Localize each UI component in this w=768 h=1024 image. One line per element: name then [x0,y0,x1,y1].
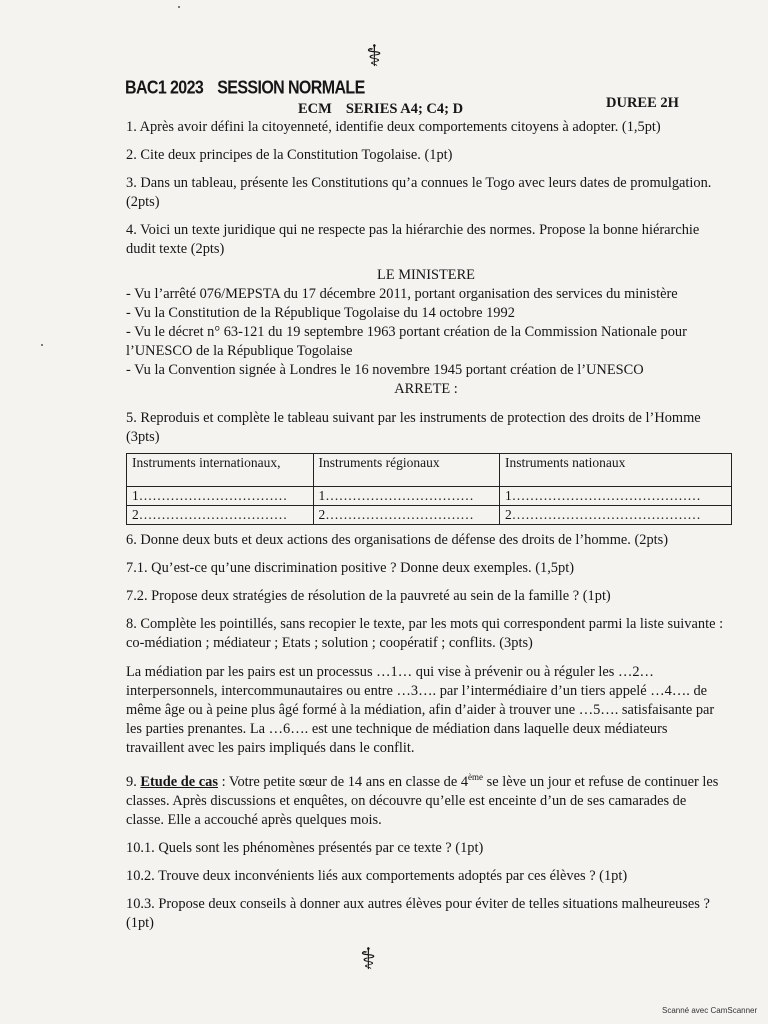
table-cell: 2…………………………… [313,506,500,525]
legal-text-title: LE MINISTERE [377,267,475,283]
subject-label: ECM [298,101,332,117]
question-10-3: 10.3. Propose deux conseils à donner aux autres élèves pour éviter de telles situations malheureuses ? (1pt) [126,895,710,931]
mediation-paragraph: La médiation par les pairs est un processus …1… qui vise à prévenir ou à réguler les …2… interpersonnels, intercommunautaires ou entre …3…. par l’intermédiaire d’un tiers appelé …4…. de même âge ou à peine plus âgé formé à la médiation, afin d’aider à trouver une …5…. satisfaisante par les parties prenantes. La …6…. est une technique de médiation dans laquelle deux médiateurs travaillent avec les pairs impliqués dans le conflit. [126,664,715,756]
table-cell: 1…………………………… [127,487,314,506]
table-row [127,506,732,525]
question-7-2: 7.2. Propose deux stratégies de résolution de la pauvreté au sein de la famille ? (1pt) [126,588,611,604]
table-row [127,487,732,506]
legal-decision: ARRETE : [394,381,458,397]
table-cell: 1…………………………… [313,487,500,506]
table-header-cell: Instruments internationaux, [127,454,314,487]
duration-label: DUREE 2H [606,95,679,111]
case-study-text: : Votre petite sœur de 14 ans en classe de 4 [217,773,469,790]
grade-superscript: ème [468,772,484,782]
table-header-cell: Instruments nationaux [500,454,732,487]
question-4: 4. Voici un texte juridique qui ne respecte pas la hiérarchie des normes. Propose la bonne hiérarchie dudit texte (2pts) [126,222,700,257]
table-cell: 2…………………………………… [500,506,732,525]
question-7-1: 7.1. Qu’est-ce qu’une discrimination positive ? Donne deux exemples. (1,5pt) [126,560,574,576]
exam-content [126,118,726,942]
table-header-cell: Instruments régionaux [313,454,500,487]
table-header-row [127,454,732,487]
question-9 [126,768,726,830]
question-10-2: 10.2. Trouve deux inconvénients liés aux comportements adoptés par ces élèves ? (1pt) [126,867,628,884]
legal-visa: - Vu la Convention signée à Londres le 16 novembre 1945 portant création de l’UNESCO [126,362,644,378]
scan-speck [178,6,180,8]
scan-speck [41,344,43,346]
session-label: SESSION NORMALE [217,78,365,99]
question-10-1: 10.1. Quels sont les phénomènes présentés par ce texte ? (1pt) [126,839,484,856]
scanner-watermark: Scanné avec CamScanner [662,1006,758,1015]
table-cell: 1…………………………………… [500,487,732,506]
case-study-text: se lève un jour et refuse de continuer les classes. Après discussions et enquêtes, on découvre qu’elle est enceinte d’un de ses camarades de classe. Elle a accouché après quelques mois. [126,773,719,828]
series-label: SERIES A4; C4; D [345,101,464,117]
question-8: 8. Complète les pointillés, sans recopier le texte, par les mots qui correspondent parmi la liste suivante : co-médiation ; médiateur ; Etats ; solution ; coopératif ; conflits. (3pts) [126,616,724,651]
question-1: 1. Après avoir défini la citoyenneté, identifie deux comportements citoyens à adopter. (1,5pt) [126,119,661,135]
exam-header [125,79,365,100]
rights-instruments-table [126,453,732,525]
question-9-number: 9. [126,773,137,790]
question-6: 6. Donne deux buts et deux actions des organisations de défense des droits de l’homme. (2pts) [126,532,669,548]
case-study-label: Etude de cas [140,773,218,790]
legal-visa: - Vu l’arrêté 076/MEPSTA du 17 décembre 2011, portant organisation des services du ministère [126,286,678,302]
question-2: 2. Cite deux principes de la Constitution Togolaise. (1pt) [126,147,453,163]
exam-title: BAC1 2023 [125,78,204,99]
legal-visa: - Vu le décret n° 63-121 du 19 septembre 1963 portant création de la Commission Nationale pour l’UNESCO de la République Togolaise [126,324,687,359]
legal-visa: - Vu la Constitution de la République Togolaise du 14 octobre 1992 [126,305,515,321]
question-3: 3. Dans un tableau, présente les Constitutions qu’a connues le Togo avec leurs dates de promulgation. (2pts) [126,175,712,210]
question-5: 5. Reproduis et complète le tableau suivant par les instruments de protection des droits de l’Homme (3pts) [126,410,701,445]
table-cell: 2…………………………… [127,506,314,525]
subject-line [298,101,463,118]
caduceus-ornament-icon: ⚕ [360,942,377,977]
caduceus-ornament-icon: ⚕ [366,39,383,74]
